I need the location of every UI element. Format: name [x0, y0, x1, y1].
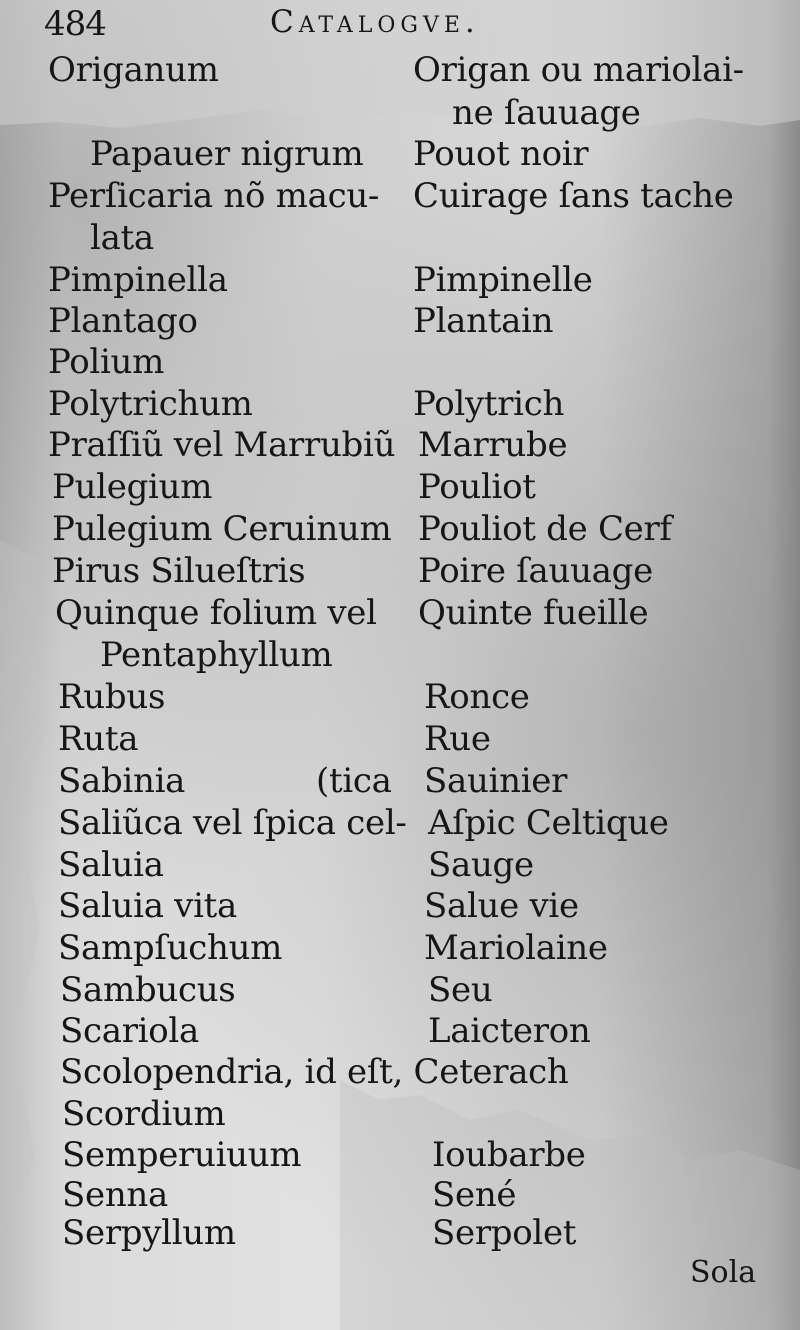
latin-name: Semperuiuum	[62, 1135, 302, 1175]
french-name: Ioubarbe	[432, 1135, 586, 1175]
latin-name-cont: lata	[90, 218, 154, 258]
latin-name: Sampſuchum	[58, 928, 283, 968]
latin-name: Origanum	[48, 50, 219, 90]
french-name: Pimpinelle	[413, 260, 593, 300]
latin-name: Sambucus	[60, 970, 236, 1010]
french-name: Poire ſauuage	[418, 551, 653, 591]
french-name: Laicteron	[428, 1011, 591, 1051]
french-name: Cuirage ſans tache	[413, 176, 734, 216]
latin-name: Polytrichum	[48, 384, 253, 424]
latin-name: Scolopendria, id eſt, Ceterach	[60, 1052, 569, 1092]
french-name: Pouliot de Cerf	[418, 509, 672, 549]
page-number: 484	[44, 4, 106, 44]
french-name: Plantain	[413, 301, 554, 341]
latin-name: Praſſiũ vel Marrubiũ	[48, 425, 396, 465]
latin-name: Saluia	[58, 845, 164, 885]
latin-name: Plantago	[48, 301, 198, 341]
latin-name-turnover: (tica	[316, 761, 392, 801]
french-name: Marrube	[418, 425, 568, 465]
latin-name: Ruta	[58, 719, 139, 759]
catchword: Sola	[690, 1255, 757, 1290]
french-name: Mariolaine	[424, 928, 608, 968]
latin-name: Rubus	[58, 677, 166, 717]
latin-name: Pirus Silueſtris	[52, 551, 306, 591]
running-title: Catalogve.	[270, 4, 480, 40]
latin-name: Polium	[48, 342, 165, 382]
latin-name: Pulegium	[52, 467, 213, 507]
french-name: Pouliot	[418, 467, 536, 507]
french-name: Aſpic Celtique	[428, 803, 669, 843]
french-name-cont: ne ſauuage	[452, 93, 641, 133]
french-name: Seu	[428, 970, 493, 1010]
latin-name: Scariola	[60, 1011, 199, 1051]
latin-name: Scordium	[62, 1094, 226, 1134]
latin-name: Saliũca vel ſpica cel-	[58, 803, 407, 843]
french-name: Polytrich	[413, 384, 565, 424]
latin-name: Serpyllum	[62, 1213, 236, 1253]
latin-name: Pimpinella	[48, 260, 228, 300]
latin-name: Quinque folium vel	[55, 593, 377, 633]
latin-name-cont: Pentaphyllum	[100, 635, 333, 675]
french-name: Quinte fueille	[418, 593, 649, 633]
french-name: Serpolet	[432, 1213, 577, 1253]
french-name: Pouot noir	[413, 134, 589, 174]
latin-name: Papauer nigrum	[90, 134, 364, 174]
latin-name: Senna	[62, 1175, 168, 1215]
french-name: Rue	[424, 719, 491, 759]
latin-name: Sabinia	[58, 761, 186, 801]
french-name: Sauinier	[424, 761, 568, 801]
french-name: Salue vie	[424, 886, 579, 926]
french-name: Sauge	[428, 845, 534, 885]
latin-name: Saluia vita	[58, 886, 238, 926]
french-name: Ronce	[424, 677, 530, 717]
french-name: Origan ou mariolai-	[413, 50, 744, 90]
french-name: Sené	[432, 1175, 517, 1215]
latin-name: Pulegium Ceruinum	[52, 509, 392, 549]
latin-name: Perſicaria nõ macu-	[48, 176, 380, 216]
